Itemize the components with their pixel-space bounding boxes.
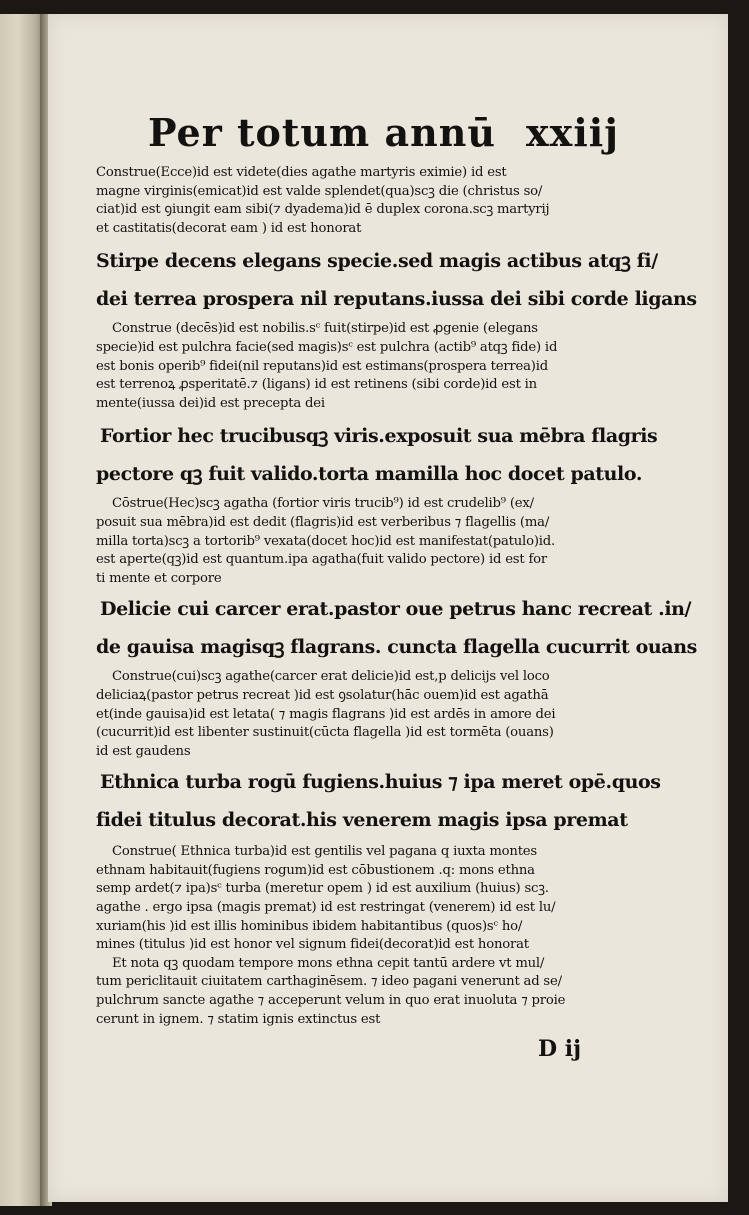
commentary-line: est bonis operib⁹ fidei(nil reputans)id est estimans(prospera terrea)id [96,358,548,374]
commentary-line: ti mente et corpore [96,570,222,586]
commentary-line: semp ardet(⁊ ipa)sᶜ turba (meretur opem ) id est auxilium (huius) scꝫ. [96,881,549,897]
commentary-block [96,320,636,413]
commentary-block [96,164,636,238]
commentary-line: deliciaꝝ(pastor petrus recreat )id est ꝯsolatur(hāc ouem)id est agathā [96,687,549,703]
page-text [96,108,697,1029]
commentary-line: (cucurrit)id est libenter sustinuit(cūcta flagella )id est tormēta (ouans) [96,725,554,741]
verse-line: de gauisa magisqꝫ flagrans. cuncta flagella cucurrit ouans [96,636,697,659]
commentary-line: est terrenoꝝ ꝓsperitatē.⁊ (ligans) id est retinens (sibi corde)id est in [96,377,537,393]
commentary-line: Construe (decēs)id est nobilis.sᶜ fuit(stirpe)id est ꝓgenie (elegans [112,321,538,337]
verse-block [96,242,697,318]
commentary-line: Construe(cui)scꝫ agathe(carcer erat delicie)id est,p delicijs vel loco [112,669,550,685]
commentary-line: Construe( Ethnica turba)id est gentilis vel pagana q iuxta montes [112,844,537,860]
commentary-line: agathe . ergo ipsa (magis premat) id est restringat (venerem) id est lu/ [96,900,556,916]
verse-line: Stirpe decens elegans specie.sed magis actibus atqꝫ fi/ [96,250,658,273]
commentary-line: Cōstrue(Hec)scꝫ agatha (fortior viris trucib⁹) id est crudelib⁹ (ex/ [112,496,534,512]
commentary-line: est aperte(qꝫ)id est quantum.ipa agatha(fuit valido pectore) id est for [96,552,547,568]
signature-mark: D ij [538,1036,582,1062]
commentary-line: posuit sua mēbra)id est dedit (flagris)id est verberibus ⁊ flagellis (ma/ [96,514,550,530]
commentary-line: magne virginis(emicat)id est valde splendet(qua)scꝫ die (christus so/ [96,183,543,199]
verse-line: Delicie cui carcer erat.pastor oue petrus hanc recreat .in/ [100,598,692,621]
commentary-block [96,495,636,588]
commentary-block [96,668,636,761]
commentary-line: tum periclitauit ciuitatem carthaginēsem. ⁊ ideo pagani venerunt ad se/ [96,974,562,990]
commentary-line: ethnam habitauit(fugiens rogum)id est cōbustionem .q: mons ethna [96,862,535,878]
commentary-line: Et nota qꝫ quodam tempore mons ethna cepit tantū ardere vt mul/ [112,955,545,971]
commentary-line: pulchrum sancte agathe ⁊ acceperunt velum in quo erat inuoluta ⁊ proie [96,993,566,1009]
commentary-line: milla torta)scꝫ a tortorib⁹ vexata(docet hoc)id est manifestat(patulo)id. [96,533,556,549]
commentary-line: id est gaudens [96,743,191,759]
running-head-title: Per totum annū [148,110,497,155]
commentary-line: specie)id est pulchra facie(sed magis)sᶜ est pulchra (actib⁹ atqꝫ fide) id [96,339,558,355]
commentary-block [96,843,636,1029]
commentary-line: mines (titulus )id est honor vel signum fidei(decorat)id est honorat [96,937,529,953]
commentary-line: xuriam(his )id est illis hominibus ibidem habitantibus (quos)sᶜ ho/ [96,918,523,934]
verse-block [96,763,661,839]
verse-block [96,590,697,666]
commentary-line: ciat)id est ꝯiungit eam sibi(⁊ dyadema)id ē duplex corona.scꝫ martyrij [96,202,550,218]
verse-line: fidei titulus decorat.his venerem magis ipsa premat [96,809,628,832]
folio-number: xxiij [526,110,619,155]
verse-line: Ethnica turba rogū fugiens.huius ⁊ ipa meret opē.quos [100,771,661,794]
facing-page-edge [0,14,44,1206]
verse-block [96,417,658,493]
commentary-line: mente(iussa dei)id est precepta dei [96,395,325,411]
commentary-line: cerunt in ignem. ⁊ statim ignis extinctus est [96,1011,381,1027]
verse-line: pectore qꝫ fuit valido.torta mamilla hoc docet patulo. [96,463,643,486]
commentary-line: et(inde gauisa)id est letata( ⁊ magis flagrans )id est ardēs in amore dei [96,706,556,722]
verse-line: dei terrea prospera nil reputans.iussa dei sibi corde ligans [96,288,697,311]
verse-line: Fortior hec trucibusqꝫ viris.exposuit sua mēbra flagris [100,425,658,448]
commentary-line: et castitatis(decorat eam ) id est honorat [96,220,362,236]
running-head [148,108,636,162]
commentary-line: Construe(Ecce)id est videte(dies agathe martyris eximie) id est [96,165,507,180]
